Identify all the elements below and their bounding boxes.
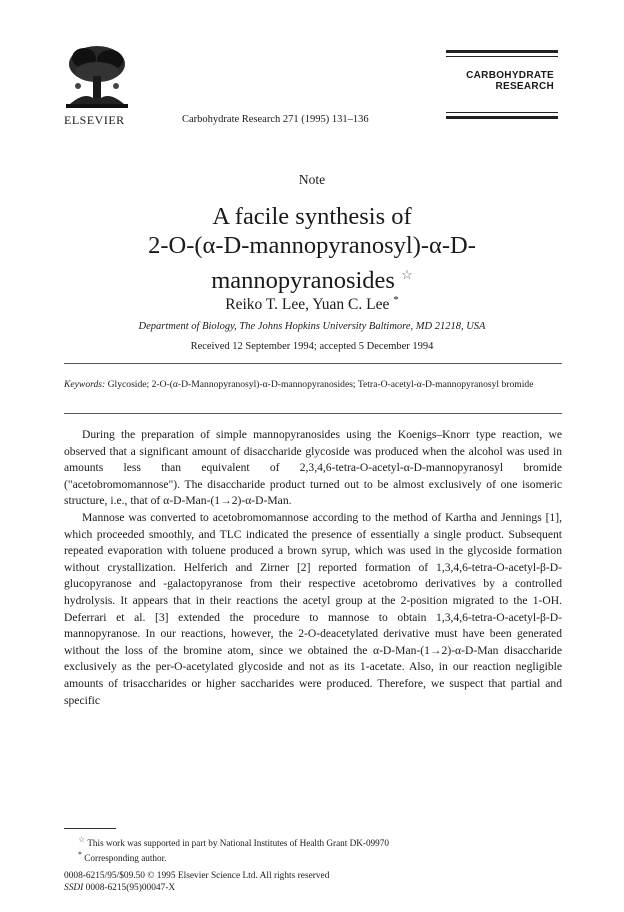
article-title xyxy=(0,202,624,295)
journal-name-line1: CARBOHYDRATE xyxy=(466,70,554,81)
footnote-1 xyxy=(64,834,562,849)
keywords-text: Glycoside; 2-O-(α-D-Mannopyranosyl)-α-D-mannopyranosides; Tetra-O-acetyl-α-D-mannopyranosyl bromide xyxy=(107,379,534,390)
masthead-rule-bottom xyxy=(446,116,558,119)
elsevier-tree-icon xyxy=(64,42,130,112)
keywords-label: Keywords: xyxy=(64,379,106,390)
publisher-name: ELSEVIER xyxy=(64,113,125,127)
footnote-2-mark: * xyxy=(78,850,82,860)
footnote-2-text: Corresponding author. xyxy=(84,853,167,864)
title-line-3 xyxy=(0,260,624,295)
journal-name xyxy=(466,70,554,92)
authors xyxy=(0,294,624,314)
title-line-1: A facile synthesis of xyxy=(212,203,412,230)
footnote-2 xyxy=(64,849,562,864)
footnote-1-mark: ☆ xyxy=(78,835,86,844)
section-label: Note xyxy=(298,172,326,187)
title-line-2: 2-O-(α-D-mannopyranosyl)-α-D- xyxy=(148,232,476,259)
divider-bottom xyxy=(64,413,562,414)
title-line-3-text: mannopyranosides xyxy=(211,267,395,295)
corresponding-author-mark[interactable]: * xyxy=(393,294,399,306)
keywords xyxy=(64,378,562,391)
title-footnote-mark[interactable]: ☆ xyxy=(401,267,413,282)
journal-name-line2: RESEARCH xyxy=(495,81,554,92)
copyright-line: 0008-6215/95/$09.50 © 1995 Elsevier Science Ltd. All rights reserved xyxy=(64,871,330,881)
author-names: Reiko T. Lee, Yuan C. Lee xyxy=(225,296,390,314)
ssdi-label: SSDI xyxy=(64,883,84,893)
footnote-rule xyxy=(64,828,116,829)
affiliation: Department of Biology, The Johns Hopkins University Baltimore, MD 21218, USA xyxy=(138,321,486,332)
received-dates: Received 12 September 1994; accepted 5 December 1994 xyxy=(190,341,434,352)
masthead-rule-top-thin xyxy=(446,56,558,57)
ssdi-line xyxy=(64,882,562,894)
footnote-1-text: This work was supported in part by National Institutes of Health Grant DK-09970 xyxy=(87,838,389,849)
footnotes xyxy=(64,834,562,864)
elsevier-logo xyxy=(64,42,130,112)
journal-citation: Carbohydrate Research 271 (1995) 131–136 xyxy=(182,114,369,125)
paragraph-1: During the preparation of simple mannopyranosides using the Koenigs–Knorr type reaction, we observed that a significant amount of disaccharide glycoside was produced when the alcohol was used in amounts less than equivalent of 2,3,4,6-tetra-O-acetyl-α-D-mannopyranosyl bromide ("acetobromomannose"). The disaccharide product turned out to be almost exclusively of one isomeric structure, i.e., that of α-D-Man-(1→2)-α-D-Man. xyxy=(64,428,562,508)
masthead-rule-bottom-thin xyxy=(446,112,558,113)
masthead-rule-top xyxy=(446,50,558,53)
body-text xyxy=(64,427,562,709)
divider-top xyxy=(64,363,562,364)
paragraph-2: Mannose was converted to acetobromomannose according to the method of Kartha and Jennings [1], which proceeded smoothly, and TLC indicated the presence of essentially a single product. Subsequent repeated evaporation with toluene produced a brown syrup, which was used in the glycoside formation without crystallization. Helferich and Zirner [2] reported formation of 1,3,4,6-tetra-O-acetyl-β-D-glucopyranose and -galactopyranose from their respective acetobromo derivatives by a controlled hydrolysis. It appears that in their reactions the acetyl group at the 2-position migrated to the 1-OH. Deferrari et al. [3] extended the procedure to mannose to obtain 1,3,4,6-tetra-O-acetyl-β-D-mannopyranose. In our reactions, however, the 2-O-deacetylated derivative must have been generated without the loss of the bromine atom, since we obtained the α-D-Man-(1→2)-α-D-Man disaccharide exclusively as the per-O-acetylated glycoside and not as its 1-acetate. Also, in our reaction negligible amounts of trisaccharides or higher saccharides were produced. Therefore, we suspect that partial and specific xyxy=(64,510,562,707)
copyright-block xyxy=(64,870,562,894)
ssdi-code: 0008-6215(95)00047-X xyxy=(85,883,176,893)
